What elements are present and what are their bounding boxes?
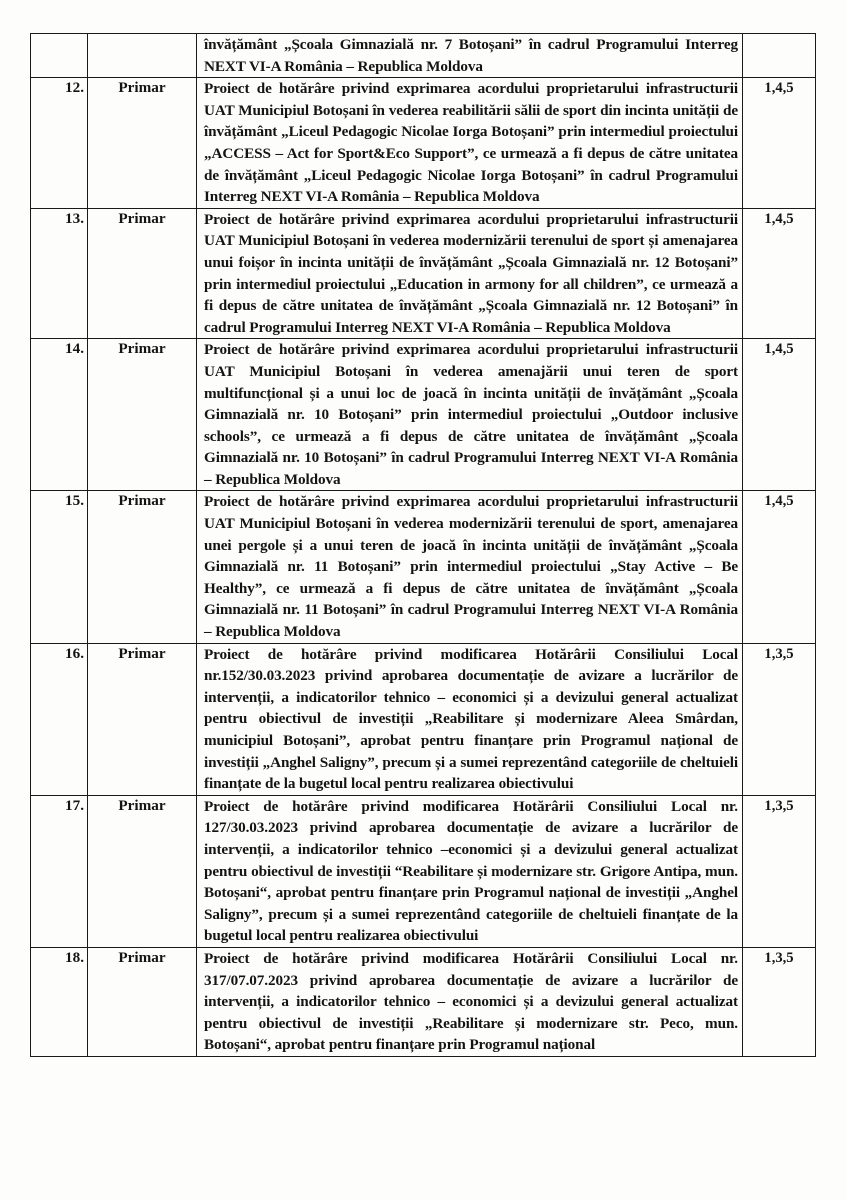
description-cell: [197, 795, 743, 947]
table-row: [31, 643, 816, 795]
commissions: 1,3,5: [764, 645, 794, 662]
initiator: Primar: [118, 644, 166, 662]
initiator-cell: [88, 795, 197, 947]
description-cell: [197, 78, 743, 209]
commissions-cell: [743, 78, 816, 209]
item-number-cell: [31, 643, 88, 795]
description-cell: [197, 208, 743, 339]
initiator: Primar: [118, 492, 166, 510]
commissions-cell: [743, 208, 816, 339]
initiator-cell: [88, 34, 197, 78]
initiator: Primar: [118, 209, 166, 227]
commissions: 1,4,5: [764, 341, 794, 358]
item-description: Proiect de hotărâre privind exprimarea acordului proprietarului infrastructurii UAT Municipiul Botoșani în vederea modernizării terenului de sport și amenajarea unui foișor în incinta unității de învățământ „Școala Gimnazială nr. 12 Botoșani” prin intermediul proiectului „Education in armony for all children”, ce urmează a fi depus de către unitatea de învățământ „Școala Gimnazială nr. 12 Botoșani” în cadrul Programului Interreg NEXT VI-A România – Republica Moldova: [204, 210, 738, 336]
item-description: Proiect de hotărâre privind modificarea Hotărârii Consiliului Local nr. 127/30.03.2023 privind aprobarea documentație de avizare a lucrărilor de intervenții, a indicatorilor tehnico –economici și a devizului general actualizat pentru obiectivul de investiții “Reabilitare și modernizare str. Grigore Antipa, mun. Botoșani“, aprobat pentru finanțare prin Programul național de investiții „Anghel Saligny”, precum și a sumei reprezentând categoriile de cheltuieli finanțate de la bugetul local pentru realizarea obiectivului: [204, 797, 738, 945]
initiator-cell: [88, 947, 197, 1056]
table-row: [31, 78, 816, 209]
initiator: Primar: [118, 79, 166, 97]
commissions-cell: [743, 34, 816, 78]
item-number-cell: [31, 491, 88, 643]
initiator: Primar: [118, 948, 166, 966]
description-cell: [197, 643, 743, 795]
item-description: Proiect de hotărâre privind exprimarea acordului proprietarului infrastructurii UAT Municipiul Botoșani în vederea amenajării unui teren de sport multifuncțional și a unui loc de joacă în incinta unității de învățământ „Școala Gimnazială nr. 10 Botoșani” prin intermediul proiectului „Outdoor inclusive schools”, ce urmează a fi depus de către unitatea de învățământ „Școala Gimnazială nr. 10 Botoșani” în cadrul Programului Interreg NEXT VI-A România – Republica Moldova: [204, 341, 738, 488]
commissions-cell: [743, 795, 816, 947]
initiator: Primar: [118, 340, 166, 358]
commissions-cell: [743, 339, 816, 491]
commissions-cell: [743, 491, 816, 643]
item-description: Proiect de hotărâre privind modificarea Hotărârii Consiliului Local nr.152/30.03.2023 privind aprobarea documentație de avizare a lucrărilor de intervenții, a indicatorilor tehnico – economici și a devizului general actualizat pentru obiectivul de investiții „Reabilitare și modernizare Aleea Smârdan, municipiul Botoșani”, aprobat pentru finanțare prin Programul național de investiții „Anghel Saligny”, precum și a sumei reprezentând categoriile de cheltuieli finanțate de la bugetul local pentru realizarea obiectivului: [204, 645, 738, 793]
agenda-table: [30, 33, 816, 1057]
description-cell: [197, 34, 743, 78]
commissions: 1,4,5: [764, 80, 794, 97]
description-cell: [197, 339, 743, 491]
table-row: [31, 491, 816, 643]
commissions: 1,3,5: [764, 949, 794, 966]
table-row: [31, 208, 816, 339]
table-row: [31, 947, 816, 1056]
item-number: 16.: [65, 644, 84, 662]
item-number: 13.: [65, 209, 84, 227]
item-number: [84, 46, 87, 47]
initiator-cell: [88, 491, 197, 643]
initiator-cell: [88, 208, 197, 339]
item-number: 14.: [65, 340, 84, 358]
initiator-cell: [88, 78, 197, 209]
initiator-cell: [88, 339, 197, 491]
item-number: 12.: [65, 79, 84, 97]
commissions: 1,4,5: [764, 493, 794, 510]
item-number-cell: [31, 339, 88, 491]
commissions-cell: [743, 643, 816, 795]
item-number: 17.: [65, 796, 84, 814]
item-description: Proiect de hotărâre privind modificarea Hotărârii Consiliului Local nr. 317/07.07.2023 privind aprobarea documentație de avizare a lucrărilor de intervenții, a indicatorilor tehnico – economici și a devizului general actualizat pentru obiectivul de investiții „Reabilitare și modernizare str. Peco, mun. Botoșani“, aprobat pentru finanțare prin Programul național: [204, 949, 738, 1054]
item-number-cell: [31, 947, 88, 1056]
table-row: [31, 339, 816, 491]
item-description: Proiect de hotărâre privind exprimarea acordului proprietarului infrastructurii UAT Municipiul Botoșani în vederea reabilitării sălii de sport din incinta unității de învățământ „Liceul Pedagogic Nicolae Iorga Botoșani” prin intermediul proiectului „ACCESS – Act for Sport&Eco Support”, ce urmează a fi depus de către unitatea de învățământ „Liceul Pedagogic Nicolae Iorga Botoșani” în cadrul Programului Interreg NEXT VI-A România – Republica Moldova: [204, 80, 738, 206]
description-cell: [197, 491, 743, 643]
item-description: învățământ „Școala Gimnazială nr. 7 Botoșani” în cadrul Programului Interreg NEXT VI-A România – Republica Moldova: [204, 36, 738, 75]
initiator: Primar: [118, 796, 166, 814]
commissions: 1,4,5: [764, 210, 794, 227]
item-number: 18.: [65, 948, 84, 966]
initiator-cell: [88, 643, 197, 795]
commissions: 1,3,5: [764, 797, 794, 814]
item-number-cell: [31, 208, 88, 339]
commissions-cell: [743, 947, 816, 1056]
table-row: [31, 795, 816, 947]
item-description: Proiect de hotărâre privind exprimarea acordului proprietarului infrastructurii UAT Municipiul Botoșani în vederea modernizării terenului de sport, amenajarea unei pergole și a unui teren de joacă în incinta unității de învățământ „Școala Gimnazială nr. 11 Botoșani” prin intermediul proiectului „Stay Active – Be Healthy”, ce urmează a fi depus de către unitatea de învățământ „Școala Gimnazială nr. 11 Botoșani” în cadrul Programului Interreg NEXT VI-A România – Republica Moldova: [204, 493, 738, 641]
item-number: 15.: [65, 492, 84, 510]
description-cell: [197, 947, 743, 1056]
item-number-cell: [31, 34, 88, 78]
item-number-cell: [31, 78, 88, 209]
item-number-cell: [31, 795, 88, 947]
table-row: [31, 34, 816, 78]
